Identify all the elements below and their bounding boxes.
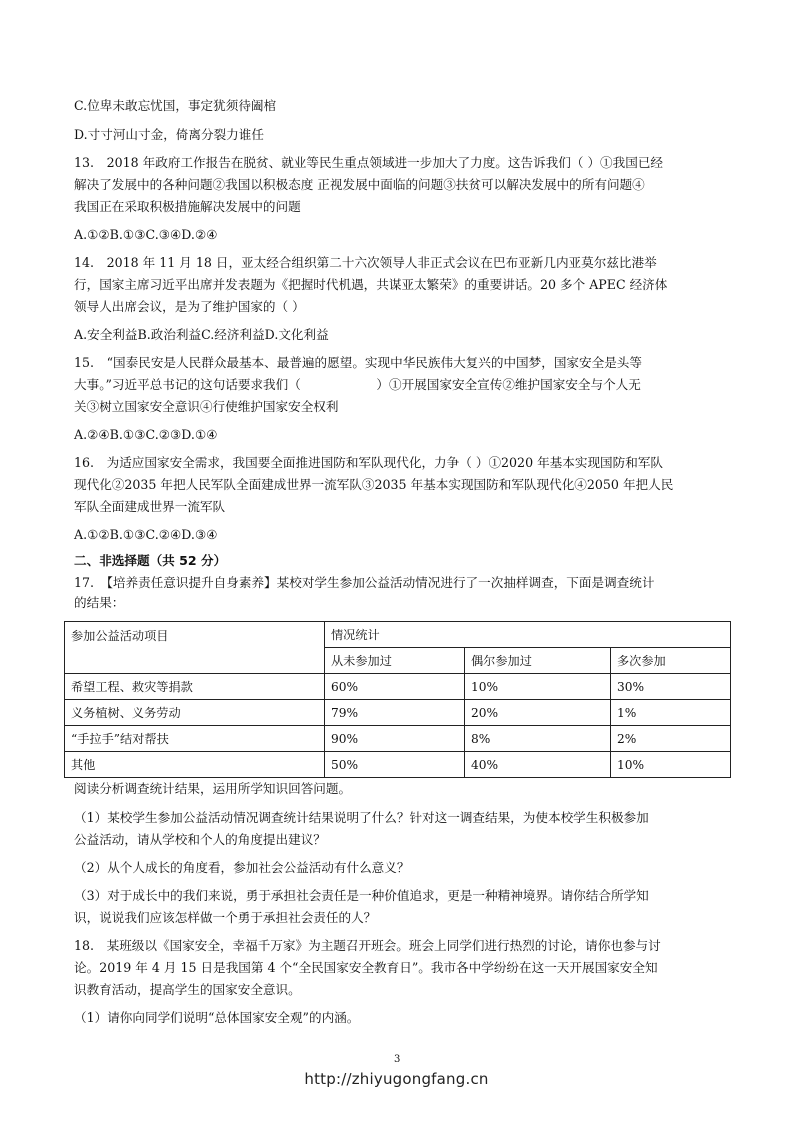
subheader-often: 多次参加 — [611, 648, 731, 674]
row-label: “手拉手”结对帮扶 — [65, 726, 325, 752]
option-c-line: C.位卑未敢忘忧国，事定犹须待阖棺 — [74, 98, 277, 113]
cell-value: 8% — [465, 726, 611, 752]
question-18-line-1: 18. 某班级以《国家安全，幸福千万家》为主题召开班会。班会上同学们进行热烈的讨论，请你也参与讨 — [74, 938, 661, 953]
cell-value: 40% — [465, 752, 611, 778]
cell-value: 2% — [611, 726, 731, 752]
subquestion-3-line-1: （3）对于成长中的我们来说，勇于承担社会责任是一种价值追求，更是一种精神境界。请你结合所学知 — [74, 888, 649, 903]
subquestion-1-line-1: （1）某校学生参加公益活动情况调查统计结果说明了什么？针对这一调查结果，为使本校学生积极参加 — [74, 810, 649, 825]
table-row — [65, 674, 731, 700]
table-row — [65, 726, 731, 752]
question-16-options: A.①②B.①③C.②④D.③④ — [74, 527, 218, 542]
question-13-line-3: 我国正在采取积极措施解决发展中的问题 — [74, 199, 301, 214]
question-15-options: A.②④B.①③C.②③D.①④ — [74, 427, 218, 442]
question-17-line-1: 17. 【培养责任意识提升自身素养】某校对学生参加公益活动情况进行了一次抽样调查，下面是调查统计 — [74, 575, 655, 590]
cell-value: 79% — [325, 700, 465, 726]
question-14-line-3: 领导人出席会议，是为了维护国家的（ ） — [74, 299, 305, 314]
row-label: 义务植树、义务劳动 — [65, 700, 325, 726]
question-18-line-2: 论。2019 年 4 月 15 日是我国第 4 个“全民国家安全教育日”。我市各中学纷纷在这一天开展国家安全知 — [74, 960, 658, 975]
cell-value: 60% — [325, 674, 465, 700]
question-18-subquestion-1: （1）请你向同学们说明“总体国家安全观”的内涵。 — [74, 1010, 360, 1025]
question-15-line-3: 关③树立国家安全意识④行使维护国家安全权利 — [74, 399, 339, 414]
header-stats-cell: 情况统计 — [325, 622, 731, 648]
cell-value: 10% — [465, 674, 611, 700]
cell-value: 1% — [611, 700, 731, 726]
table-header-row — [65, 622, 731, 648]
row-label: 希望工程、救灾等捐款 — [65, 674, 325, 700]
question-14-line-1: 14. 2018 年 11 月 18 日，亚太经合组织第二十六次领导人非正式会议在巴布亚新几内亚莫尔兹比港举 — [74, 255, 657, 270]
question-16-line-1: 16. 为适应国家安全需求，我国要全面推进国防和军队现代化，力争（ ）①2020 年基本实现国防和军队 — [74, 455, 664, 470]
cell-value: 50% — [325, 752, 465, 778]
cell-value: 90% — [325, 726, 465, 752]
question-16-line-3: 军队全面建成世界一流军队 — [74, 499, 226, 514]
question-14-line-2: 行，国家主席习近平出席并发表题为《把握时代机遇，共谋亚太繁荣》的重要讲话。20 多个 APEC 经济体 — [74, 277, 668, 292]
analysis-instruction: 阅读分析调查统计结果，运用所学知识回答问题。 — [74, 781, 352, 796]
cell-value: 20% — [465, 700, 611, 726]
header-item-cell: 参加公益活动项目 — [65, 622, 325, 674]
cell-value: 30% — [611, 674, 731, 700]
survey-table — [64, 621, 731, 778]
option-d-line: D.寸寸河山寸金，倚离分裂力谁任 — [74, 127, 264, 142]
question-15-line-2: 大事。”习近平总书记的这句话要求我们（ ）①开展国家安全宣传②维护国家安全与个人无 — [74, 377, 641, 392]
question-13-line-1: 13. 2018 年政府工作报告在脱贫、就业等民生重点领域进一步加大了力度。这告诉我们（ ）①我国已经 — [74, 155, 664, 170]
cell-value: 10% — [611, 752, 731, 778]
subquestion-1-line-2: 公益活动，请从学校和个人的角度提出建议？ — [74, 832, 326, 847]
question-16-line-2: 现代化②2035 年把人民军队全面建成世界一流军队③2035 年基本实现国防和军队现代化④2050 年把人民 — [74, 477, 674, 492]
row-label: 其他 — [65, 752, 325, 778]
table-row — [65, 700, 731, 726]
footer-url[interactable]: http://zhiyugongfang.cn — [304, 1070, 489, 1088]
question-17-line-2: 的结果： — [74, 595, 125, 610]
page-number: 3 — [394, 1054, 401, 1065]
subquestion-2: （2）从个人成长的角度看，参加社会公益活动有什么意义？ — [74, 860, 410, 875]
question-13-line-2: 解决了发展中的各种问题②我国以积极态度 正视发展中面临的问题③扶贫可以解决发展中的所有问题④ — [74, 177, 645, 192]
section-heading: 二、非选择题（共 52 分） — [74, 553, 227, 568]
subheader-occasionally: 偶尔参加过 — [465, 648, 611, 674]
question-14-options: A.安全利益B.政治利益C.经济利益D.文化利益 — [74, 327, 329, 342]
question-18-line-3: 识教育活动，提高学生的国家安全意识。 — [74, 982, 301, 997]
table-row — [65, 752, 731, 778]
subquestion-3-line-2: 识，说说我们应该怎样做一个勇于承担社会责任的人？ — [74, 910, 377, 925]
question-15-line-1: 15. “国泰民安是人民群众最基本、最普遍的愿望。实现中华民族伟大复兴的中国梦，国家安全是头等 — [74, 355, 642, 370]
question-13-options: A.①②B.①③C.③④D.②④ — [74, 227, 218, 242]
subheader-never: 从未参加过 — [325, 648, 465, 674]
